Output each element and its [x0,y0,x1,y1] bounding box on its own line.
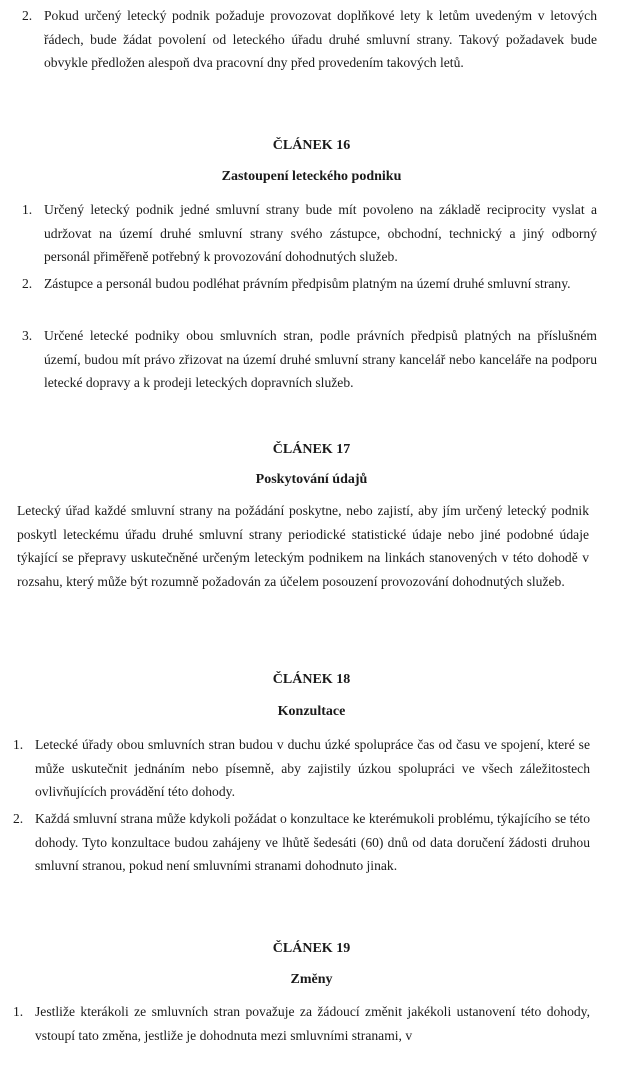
article18-title: ČLÁNEK 18 [272,672,351,687]
article18-item-1 [13,733,590,804]
item-text: Jestliže kterákoli ze smluvních stran považuje za žádoucí změnit jakékoli ustanovení této dohody, vstoupí tato změna, jestliže je dohodnuta mezi smluvními stranami, v [35,1004,590,1043]
article18-subtitle: Konzultace [277,704,346,719]
article16-item-2 [22,272,597,296]
item-number: 3. [22,328,33,343]
item-number: 1. [13,1004,24,1019]
item-text: Pokud určený letecký podnik požaduje provozovat doplňkové lety k letům uvedeným v letových řádech, bude žádat povolení od leteckého úřadu druhé smluvní strany. Takový požadavek bude obvykle předložen alespoň dva pracovní dny před provedením takových letů. [44,8,597,70]
article16-title: ČLÁNEK 16 [272,138,351,153]
article19-item-1 [13,1000,590,1047]
article19-subtitle: Změny [290,972,333,987]
article16-item-3 [22,324,597,395]
item-number: 2. [22,8,33,23]
article15-item-2 [22,4,597,75]
article17-subtitle: Poskytování údajů [255,472,368,487]
item-text: Zástupce a personál budou podléhat právním předpisům platným na území druhé smluvní strany. [44,276,571,291]
article16-item-1 [22,198,597,269]
article17-text: Letecký úřad každé smluvní strany na požádání poskytne, nebo zajistí, aby jím určený letecký podnik poskytl leteckému úřadu druhé smluvní strany periodické statistické údaje nebo jiné podobné údaje týkající se přepravy uskutečněné určeným leteckým podnikem na linkách stanovených v této dohodě v rozsahu, který může být rozumně požadován za účelem posouzení provozování dohodnutých služeb. [17,503,589,589]
item-text: Určené letecké podniky obou smluvních stran, podle právních předpisů platných na příslušném území, budou mít právo zřizovat na území druhé smluvní strany kancelář nebo kanceláře na podporu letecké dopravy a k prodeji leteckých dopravních služeb. [44,328,597,390]
article19-title: ČLÁNEK 19 [272,941,351,956]
item-number: 1. [13,737,24,752]
item-number: 2. [22,276,33,291]
item-number: 1. [22,202,33,217]
article17-title: ČLÁNEK 17 [272,442,351,457]
item-text: Každá smluvní strana může kdykoli požádat o konzultace ke kterémukoli problému, týkajícího se této dohody. Tyto konzultace budou zahájeny ve lhůtě šedesáti (60) dnů od data doručení žádosti druhou smluvní stranou, pokud není smluvními stranami dohodnuto jinak. [35,811,590,873]
article18-item-2 [13,807,590,878]
article16-subtitle: Zastoupení leteckého podniku [221,169,402,184]
item-number: 2. [13,811,24,826]
item-text: Letecké úřady obou smluvních stran budou v duchu úzké spolupráce čas od času ve spojení, které se může uskutečnit jednáním nebo písemně, aby zajistily úzkou spolupráci ve všech záležitostech ovlivňujících provádění této dohody. [35,737,590,799]
item-text: Určený letecký podnik jedné smluvní strany bude mít povoleno na základě reciprocity vyslat a udržovat na území druhé smluvní strany svého zástupce, obchodní, technický a jiný odborný personál přiměřeně potřebný k provozování dohodnutých služeb. [44,202,597,264]
